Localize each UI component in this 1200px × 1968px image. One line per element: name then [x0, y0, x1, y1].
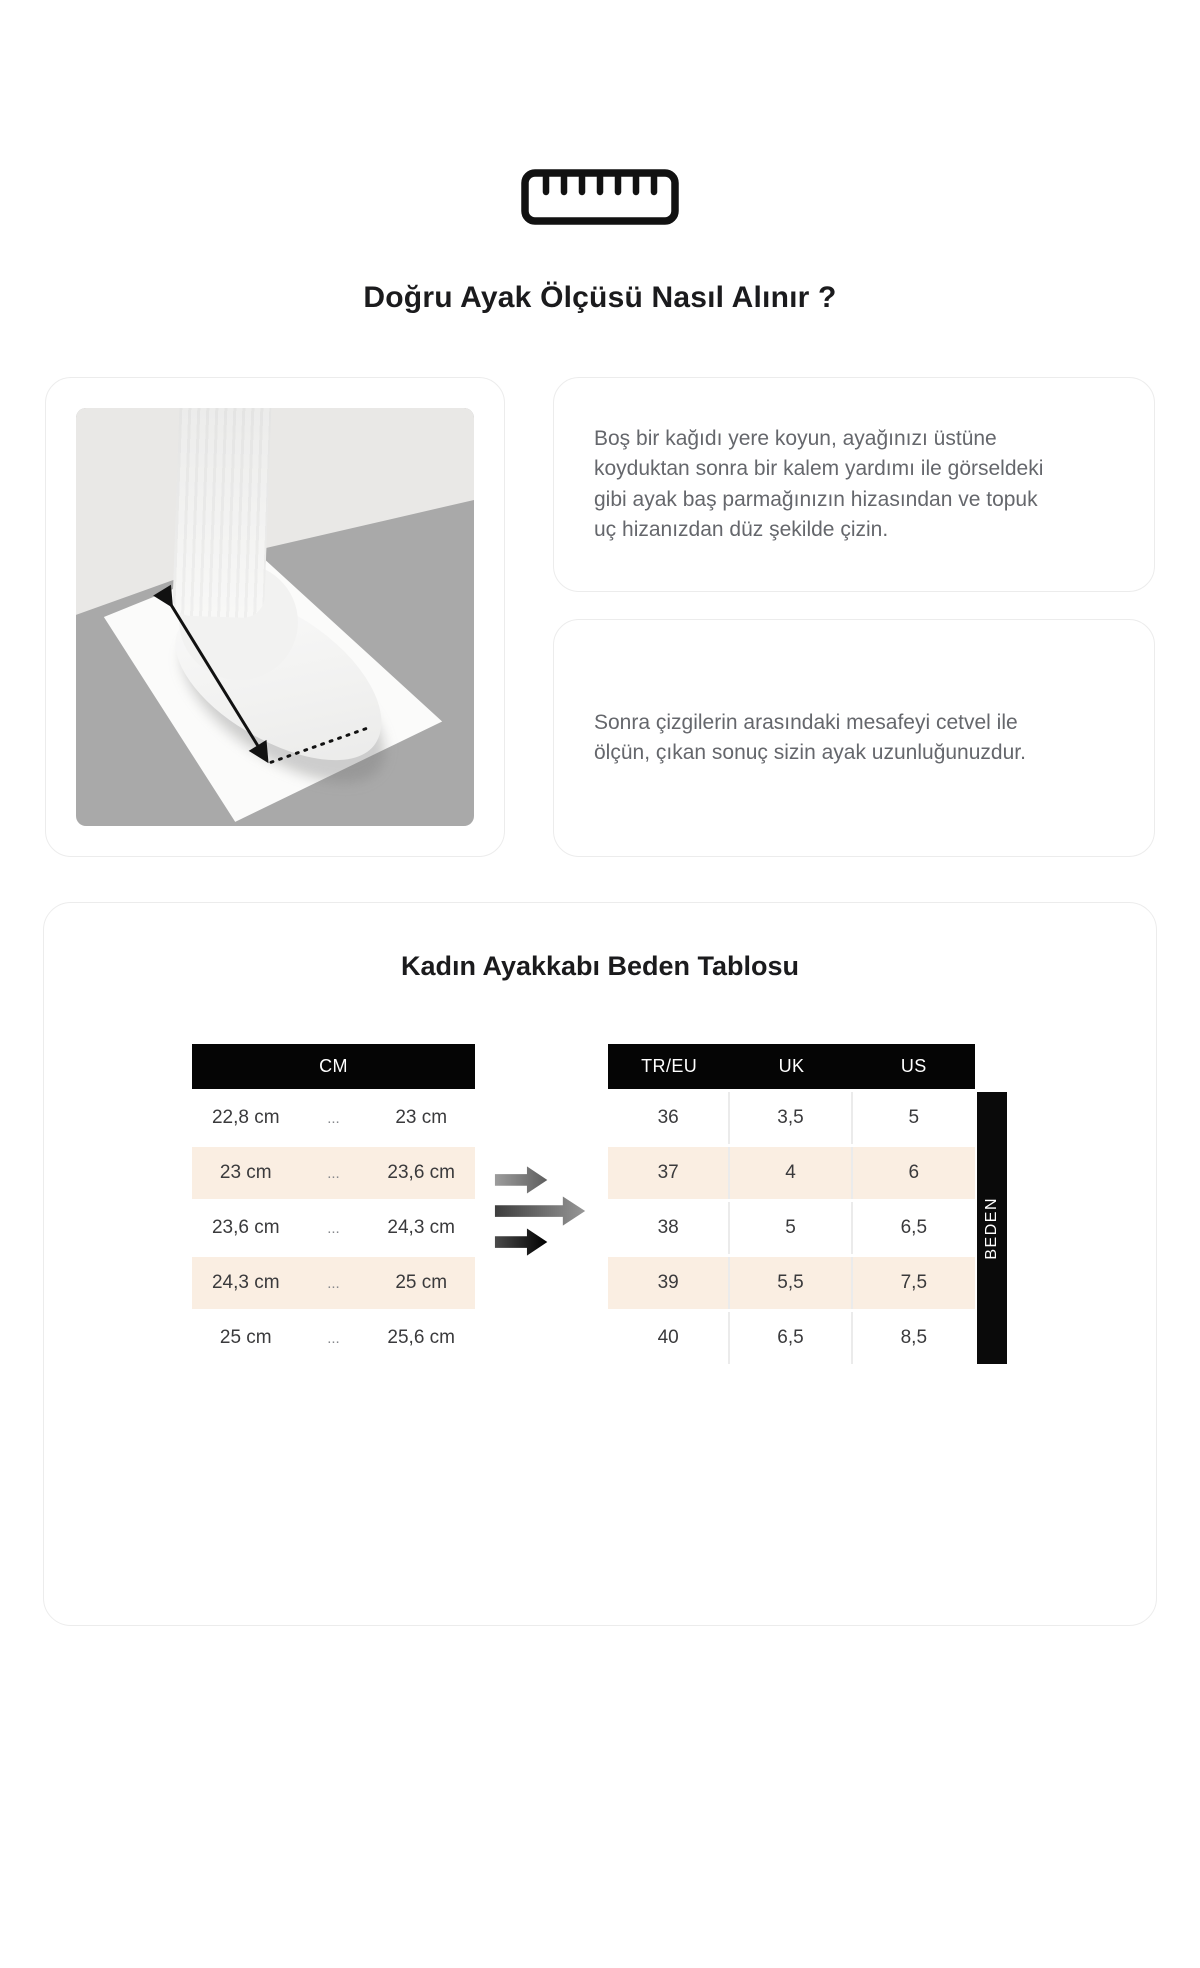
range-dots: ... [327, 1219, 340, 1237]
table-row [608, 1092, 975, 1144]
size-us: 7,5 [900, 1272, 928, 1293]
range-dots: ... [327, 1164, 340, 1182]
table-row [192, 1202, 475, 1254]
cm-to: 23,6 cm [387, 1162, 455, 1183]
size-chart-card [43, 902, 1157, 1626]
size-us: 5 [908, 1107, 920, 1128]
cm-to: 25 cm [395, 1272, 448, 1293]
instruction-card-2 [553, 619, 1155, 857]
column-header-treu: TR/EU [641, 1056, 698, 1076]
transfer-arrows-icon [475, 1164, 608, 1259]
cm-from: 23 cm [219, 1162, 272, 1183]
size-us: 6 [908, 1162, 920, 1183]
column-header-uk: UK [778, 1056, 805, 1076]
cm-from: 23,6 cm [211, 1217, 280, 1238]
size-treu: 38 [608, 1202, 730, 1254]
cm-from: 24,3 cm [211, 1272, 280, 1293]
foot-measurement-photo [76, 408, 474, 826]
size-table-header-row [608, 1044, 975, 1089]
cm-table-rows [192, 1092, 475, 1364]
foot-photo-card [45, 377, 505, 857]
instructions-section [45, 377, 1155, 857]
size-us: 6,5 [900, 1217, 928, 1238]
beden-side-label [977, 1092, 1007, 1364]
size-us: 8,5 [900, 1327, 928, 1348]
range-dots: ... [327, 1329, 340, 1347]
size-uk: 6,5 [730, 1312, 852, 1364]
cm-from: 22,8 cm [211, 1107, 280, 1128]
size-treu: 40 [608, 1312, 730, 1364]
table-row [192, 1312, 475, 1364]
cm-table-header: CM [192, 1044, 475, 1089]
size-table-rows [608, 1092, 975, 1364]
header-icon-wrap [0, 168, 1200, 231]
cm-to: 23 cm [395, 1107, 448, 1128]
size-treu: 36 [608, 1092, 730, 1144]
table-row [608, 1257, 975, 1309]
range-dots: ... [327, 1274, 340, 1292]
size-uk: 4 [730, 1147, 852, 1199]
size-chart-title: Kadın Ayakkabı Beden Tablosu [400, 951, 800, 981]
size-table [608, 1044, 975, 1364]
table-row [192, 1147, 475, 1199]
measurement-arrow-overlay [76, 408, 474, 826]
page-title: Doğru Ayak Ölçüsü Nasıl Alınır ? [363, 281, 837, 314]
size-treu: 37 [608, 1147, 730, 1199]
cm-to: 24,3 cm [387, 1217, 455, 1238]
table-row [608, 1147, 975, 1199]
table-row [192, 1257, 475, 1309]
beden-label-text: BEDEN [983, 1196, 1000, 1260]
column-header-us: US [900, 1056, 927, 1076]
table-row [608, 1202, 975, 1254]
size-uk: 5,5 [730, 1257, 852, 1309]
instruction-step-1: Boş bir kağıdı yere koyun, ayağınızı üstüne koyduktan sonra bir kalem yardımı ile görseldeki gibi ayak baş parmağınızın hizasından ve topuk uç hizanızdan düz şekilde çizin. [594, 426, 1044, 541]
cm-from: 25 cm [219, 1327, 272, 1348]
instruction-step-2: Sonra çizgilerin arasındaki mesafeyi cetvel ile ölçün, çıkan sonuç sizin ayak uzunluğunuzdur. [594, 710, 1026, 764]
table-row [192, 1092, 475, 1144]
instruction-cards [553, 377, 1155, 857]
table-row [608, 1312, 975, 1364]
size-uk: 5 [730, 1202, 852, 1254]
size-table-wrap [608, 1044, 1000, 1364]
size-treu: 39 [608, 1257, 730, 1309]
cm-table [192, 1044, 475, 1364]
cm-to: 25,6 cm [387, 1327, 455, 1348]
range-dots: ... [327, 1109, 340, 1127]
size-uk: 3,5 [730, 1092, 852, 1144]
instruction-card-1 [553, 377, 1155, 592]
size-chart-tables [44, 1044, 1156, 1364]
ruler-icon [520, 168, 680, 231]
